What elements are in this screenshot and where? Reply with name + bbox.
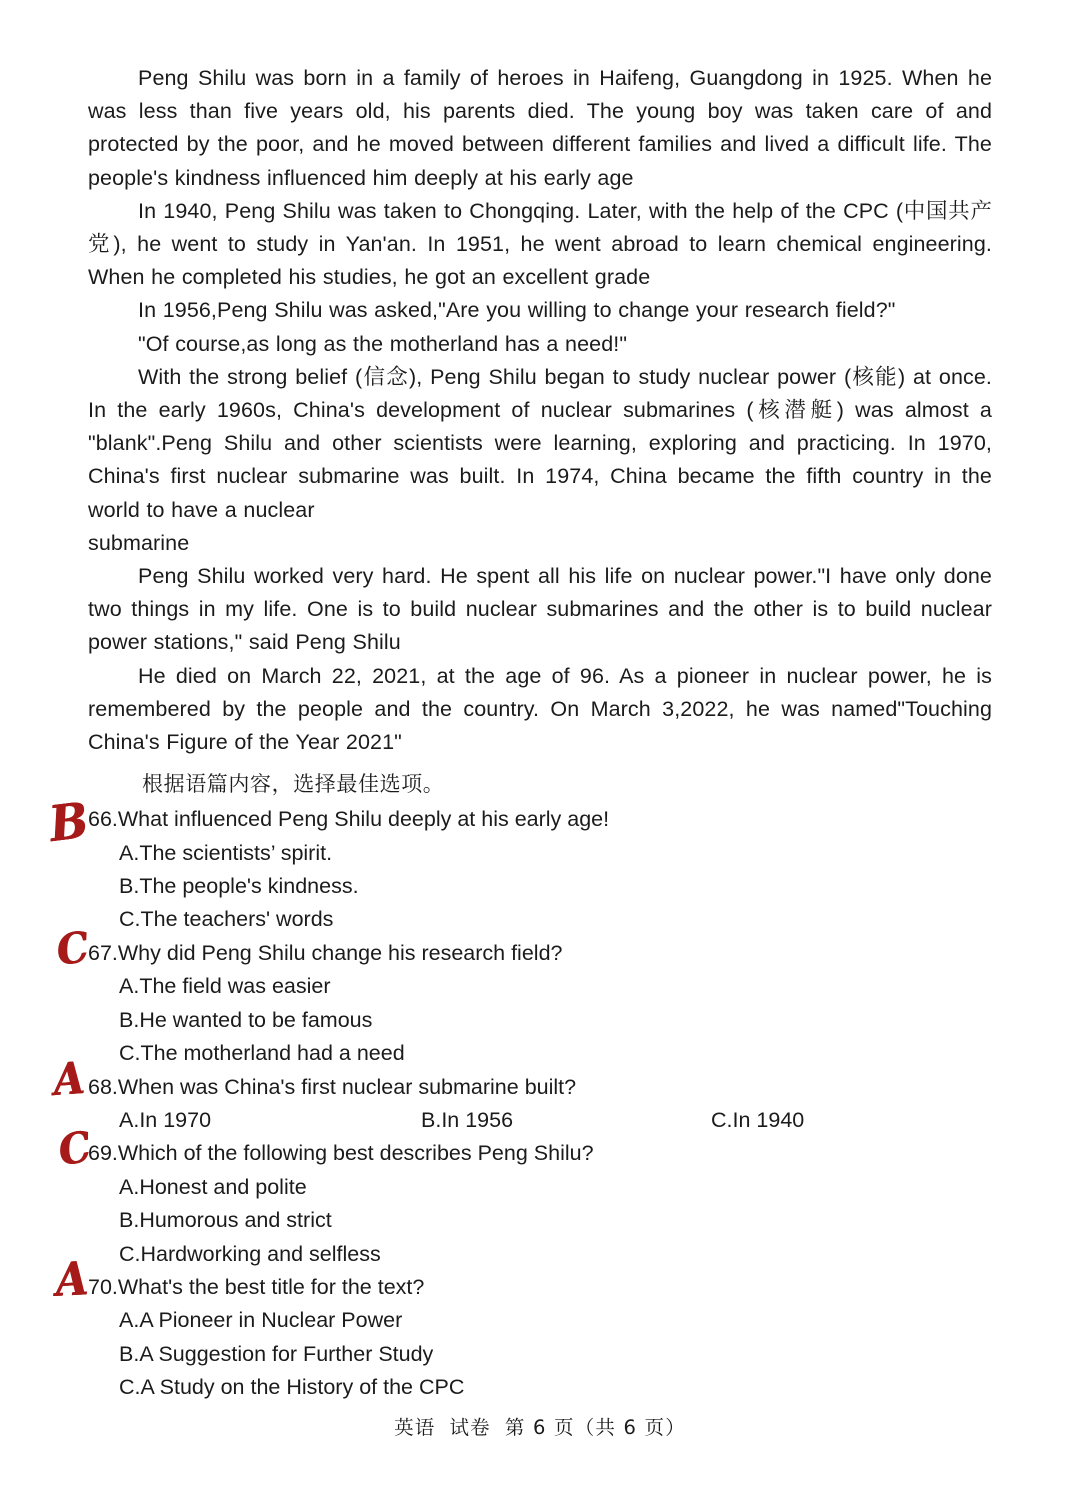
question-68-options-row: [88, 1104, 992, 1137]
question-66-stem: [88, 803, 992, 836]
passage-paragraph-3: In 1956,Peng Shilu was asked,"Are you willing to change your research field?": [138, 298, 896, 323]
question-67-stem: [88, 937, 992, 970]
footer-page-number: 第 6 页（共 6 页）: [504, 1416, 686, 1439]
footer-subject: 英语: [394, 1416, 436, 1439]
question-instruction: 根据语篇内容，选择最佳选项。: [142, 772, 445, 797]
question-66-number: 66.: [88, 807, 118, 832]
passage-paragraph-5-overflow: submarine: [88, 530, 190, 555]
question-70-option-b[interactable]: B.A Suggestion for Further Study: [119, 1341, 434, 1366]
question-69-number: 69.: [88, 1141, 118, 1166]
question-70-option-c[interactable]: C.A Study on the History of the CPC: [119, 1375, 465, 1400]
passage-paragraph-6: Peng Shilu worked very hard. He spent all his life on nuclear power."I have only done two things in my life. One is to build nuclear submarines and the other is to build nuclear power stations," said Peng Shilu: [88, 564, 992, 655]
passage-and-questions: [88, 62, 992, 1405]
question-67-text: Why did Peng Shilu change his research field?: [117, 940, 563, 965]
question-68: [88, 1071, 992, 1138]
question-67-option-b[interactable]: B.He wanted to be famous: [119, 1007, 373, 1032]
question-69-option-c[interactable]: C.Hardworking and selfless: [119, 1241, 381, 1266]
question-70-stem: [88, 1271, 992, 1304]
question-69-option-b[interactable]: B.Humorous and strict: [119, 1208, 332, 1233]
question-67: [88, 937, 992, 1071]
question-68-option-c[interactable]: C.In 1940: [711, 1107, 805, 1132]
question-69-option-a[interactable]: A.Honest and polite: [119, 1174, 307, 1199]
question-68-text: When was China's first nuclear submarine built?: [117, 1074, 577, 1099]
passage-paragraph-4: "Of course,as long as the motherland has a need!": [138, 331, 628, 356]
question-69: [88, 1137, 992, 1271]
question-66-option-a[interactable]: A.The scientists’ spirit.: [119, 840, 333, 865]
question-68-option-b[interactable]: B.In 1956: [421, 1107, 514, 1132]
question-66-text: What influenced Peng Shilu deeply at his early age!: [117, 807, 610, 832]
page-footer: [0, 1412, 1080, 1440]
question-67-option-a[interactable]: A.The field was easier: [119, 974, 331, 999]
question-70: [88, 1271, 992, 1405]
question-66-option-c[interactable]: C.The teachers' words: [119, 907, 334, 932]
question-69-stem: [88, 1137, 992, 1170]
passage-paragraph-7: He died on March 22, 2021, at the age of 96. As a pioneer in nuclear power, he is remembered by the people and the country. On March 3,2022, he was named"Touching China's Figure of the Year 2021": [88, 663, 992, 755]
question-70-option-a[interactable]: A.A Pioneer in Nuclear Power: [119, 1308, 403, 1333]
handwritten-answer-mark-69: C: [54, 1121, 95, 1176]
passage-paragraph-5: With the strong belief (信念), Peng Shilu began to study nuclear power (核能) at once. In the early 1960s, China's development of nuclear submarines (核潜艇) was almost a "blank".Peng Shilu and other scientists were learning, exploring and practicing. In 1970, China's first nuclear submarine was built. In 1974, China became the fifth country in the world to have a nuclear: [88, 364, 992, 522]
question-70-number: 70.: [88, 1274, 118, 1299]
handwritten-answer-mark-67: C: [53, 922, 92, 975]
handwritten-answer-mark-70: A: [54, 1251, 90, 1307]
question-70-text: What's the best title for the text?: [117, 1274, 425, 1299]
question-69-text: Which of the following best describes Peng Shilu?: [117, 1141, 594, 1166]
question-66-option-b[interactable]: B.The people's kindness.: [119, 874, 359, 899]
handwritten-answer-mark-66: B: [46, 790, 92, 854]
question-68-stem: [88, 1071, 992, 1104]
question-66: [88, 803, 992, 937]
question-67-number: 67.: [88, 940, 118, 965]
handwritten-answer-mark-68: A: [51, 1052, 87, 1107]
question-67-option-c[interactable]: C.The motherland had a need: [119, 1041, 405, 1066]
passage-paragraph-1: Peng Shilu was born in a family of heroes in Haifeng, Guangdong in 1925. When he was less than five years old, his parents died. The young boy was taken care of and protected by the poor, and he moved between different families and lived a difficult life. The people's kindness influenced him deeply at his early age: [88, 66, 992, 190]
reading-passage: [88, 62, 992, 759]
question-68-option-a[interactable]: A.In 1970: [119, 1107, 212, 1132]
passage-paragraph-2: In 1940, Peng Shilu was taken to Chongqing. Later, with the help of the CPC (中国共产党), he went to study in Yan'an. In 1951, he went abroad to learn chemical engineering. When he completed his studies, he got an excellent grade: [88, 198, 992, 290]
question-68-number: 68.: [88, 1074, 118, 1099]
footer-paper-label: 试卷: [449, 1416, 491, 1439]
